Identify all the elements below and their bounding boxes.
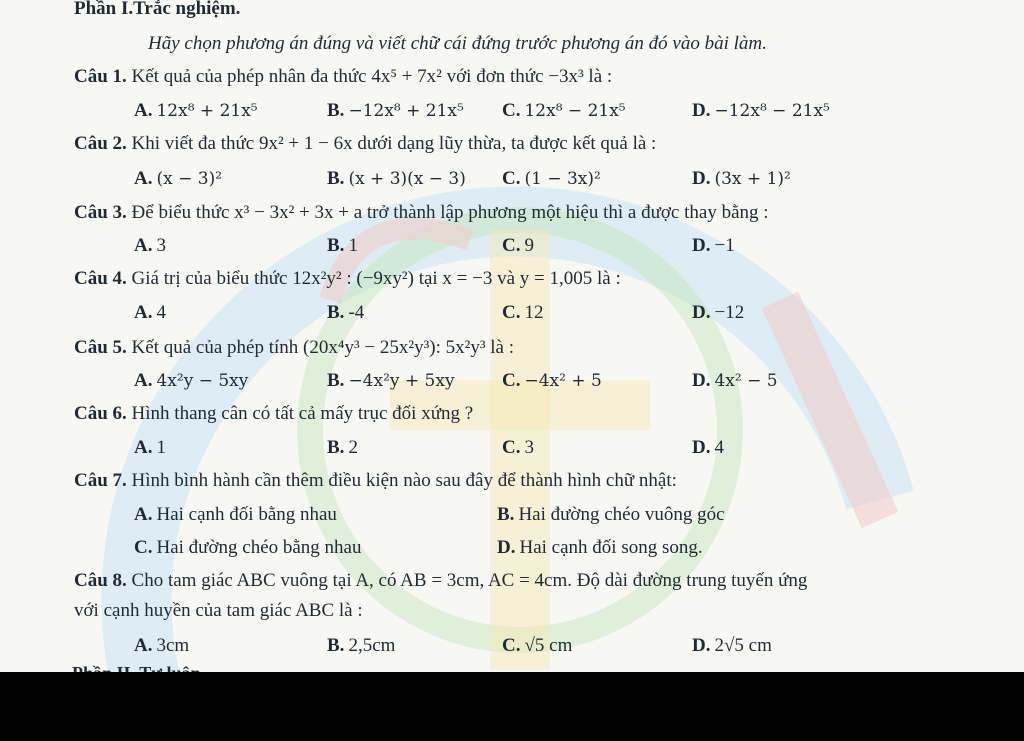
option-a[interactable]: [134, 437, 166, 459]
question-text: Để biểu thức x³ − 3x² + 3x + a trở thành lập phương một hiệu thì a được thay bằng :: [131, 202, 769, 223]
section-title: Phần I.Trắc nghiệm.: [74, 0, 241, 19]
option-text: (1 − 3x)²: [524, 169, 601, 189]
option-text: 3cm: [156, 635, 190, 656]
option-key: A.: [134, 370, 153, 391]
option-key: D.: [692, 168, 711, 189]
option-key: C.: [134, 537, 153, 558]
option-key: D.: [497, 537, 516, 558]
option-text: Hai đường chéo bằng nhau: [156, 537, 362, 558]
option-text: −12: [714, 302, 745, 323]
question-6: [74, 403, 473, 425]
option-d[interactable]: [692, 100, 830, 122]
option-b[interactable]: [327, 635, 395, 657]
option-a[interactable]: [134, 100, 258, 122]
option-c[interactable]: [502, 437, 534, 459]
option-d[interactable]: [692, 168, 791, 190]
option-key: A.: [134, 235, 153, 256]
option-key: C.: [502, 302, 521, 323]
option-b[interactable]: [327, 235, 358, 257]
question-text: Hình bình hành cần thêm điều kiện nào sau đây để thành hình chữ nhật:: [131, 470, 677, 491]
option-d[interactable]: [692, 370, 778, 392]
option-d[interactable]: [692, 302, 744, 324]
option-text: √5 cm: [524, 635, 573, 656]
option-text: −4x² + 5: [524, 371, 602, 391]
option-text: 12x⁸ + 21x⁵: [156, 101, 258, 121]
option-b[interactable]: [327, 302, 364, 324]
option-key: B.: [327, 100, 345, 121]
option-key: B.: [327, 635, 345, 656]
question-1: [74, 66, 612, 88]
option-key: A.: [134, 302, 153, 323]
option-text: 9: [524, 235, 534, 256]
question-4: [74, 268, 621, 290]
question-text: Kết quả của phép tính (20x⁴y³ − 25x²y³): 5x²y³ là :: [131, 337, 515, 358]
option-text: (3x + 1)²: [714, 169, 791, 189]
question-label: Câu 2.: [74, 133, 127, 154]
question-label: Câu 1.: [74, 66, 127, 87]
question-label: Câu 3.: [74, 202, 127, 223]
option-text: 3: [156, 235, 166, 256]
option-text: 2,5cm: [348, 635, 396, 656]
option-a[interactable]: [134, 302, 166, 324]
option-a[interactable]: [134, 235, 166, 257]
option-a[interactable]: [134, 635, 189, 657]
option-b[interactable]: [327, 370, 455, 392]
option-b[interactable]: [327, 437, 358, 459]
option-text: Hai đường chéo vuông góc: [518, 504, 725, 525]
question-5: [74, 337, 514, 359]
option-key: A.: [134, 168, 153, 189]
option-text: Hai cạnh đối bằng nhau: [156, 504, 337, 525]
option-key: B.: [327, 168, 345, 189]
question-text: Cho tam giác ABC vuông tại A, có AB = 3cm, AC = 4cm. Độ dài đường trung tuyến ứng: [131, 570, 808, 591]
option-text: -4: [348, 302, 365, 323]
instruction-text: Hãy chọn phương án đúng và viết chữ cái đứng trước phương án đó vào bài làm.: [148, 33, 767, 54]
option-c[interactable]: [502, 235, 534, 257]
option-key: B.: [327, 302, 345, 323]
option-key: C.: [502, 100, 521, 121]
option-text: 4: [714, 437, 724, 458]
question-label: Câu 4.: [74, 268, 127, 289]
option-text: Hai cạnh đối song song.: [519, 537, 703, 558]
option-key: C.: [502, 635, 521, 656]
partial-next-heading: [72, 662, 201, 672]
option-key: C.: [502, 235, 521, 256]
option-text: 2: [348, 437, 358, 458]
question-2: [74, 133, 656, 155]
option-a[interactable]: [134, 168, 222, 190]
option-d[interactable]: [497, 537, 703, 559]
question-label: Câu 6.: [74, 403, 127, 424]
option-text: 12: [524, 302, 544, 323]
option-key: D.: [692, 437, 711, 458]
option-text: −4x²y + 5xy: [348, 371, 455, 391]
option-text: −1: [714, 235, 735, 256]
question-text: Hình thang cân có tất cả mấy trục đối xứng ?: [131, 403, 474, 424]
option-b[interactable]: [327, 100, 464, 122]
option-a[interactable]: [134, 504, 337, 526]
option-text: (x − 3)²: [156, 169, 223, 189]
option-key: D.: [692, 302, 711, 323]
option-key: B.: [327, 370, 345, 391]
option-text: 2√5 cm: [714, 635, 772, 656]
option-key: C.: [502, 370, 521, 391]
question-text: Khi viết đa thức 9x² + 1 − 6x dưới dạng lũy thừa, ta được kết quả là :: [131, 133, 657, 154]
option-key: D.: [692, 235, 711, 256]
option-d[interactable]: [692, 437, 724, 459]
option-key: B.: [327, 235, 345, 256]
question-label: Câu 7.: [74, 470, 127, 491]
option-c[interactable]: [502, 302, 543, 324]
option-c[interactable]: [502, 168, 601, 190]
option-text: 1: [348, 235, 358, 256]
option-text: 4x²y − 5xy: [156, 371, 249, 391]
question-8-continued: với cạnh huyền của tam giác ABC là :: [74, 600, 363, 621]
option-d[interactable]: [692, 235, 735, 257]
option-key: A.: [134, 437, 153, 458]
question-text: Kết quả của phép nhân đa thức 4x⁵ + 7x² với đơn thức −3x³ là :: [131, 66, 613, 87]
question-3: [74, 202, 769, 224]
option-c[interactable]: [502, 100, 626, 122]
option-key: D.: [692, 370, 711, 391]
option-text: 12x⁸ − 21x⁵: [524, 101, 626, 121]
option-text: −12x⁸ + 21x⁵: [348, 101, 464, 121]
question-8: [74, 570, 807, 592]
option-key: C.: [502, 168, 521, 189]
option-a[interactable]: [134, 370, 248, 392]
option-key: B.: [497, 504, 515, 525]
option-key: D.: [692, 100, 711, 121]
option-key: A.: [134, 635, 153, 656]
option-text: −12x⁸ − 21x⁵: [714, 101, 830, 121]
option-b[interactable]: [497, 504, 725, 526]
option-text: 4: [156, 302, 166, 323]
question-text: Giá trị của biểu thức 12x²y² : (−9xy²) tại x = −3 và y = 1,005 là :: [131, 268, 621, 289]
option-key: C.: [502, 437, 521, 458]
option-text: 1: [156, 437, 166, 458]
option-text: (x + 3)(x − 3): [348, 169, 466, 189]
option-text: 3: [524, 437, 534, 458]
option-key: A.: [134, 100, 153, 121]
option-b[interactable]: [327, 168, 466, 190]
question-label: Câu 8.: [74, 570, 127, 591]
question-label: Câu 5.: [74, 337, 127, 358]
bottom-black-bar: [0, 672, 1024, 741]
option-d[interactable]: [692, 635, 772, 657]
option-key: A.: [134, 504, 153, 525]
option-c[interactable]: [134, 537, 362, 559]
option-text: 4x² − 5: [714, 371, 778, 391]
option-c[interactable]: [502, 635, 572, 657]
option-key: B.: [327, 437, 345, 458]
option-key: D.: [692, 635, 711, 656]
option-c[interactable]: [502, 370, 602, 392]
question-7: [74, 470, 677, 492]
